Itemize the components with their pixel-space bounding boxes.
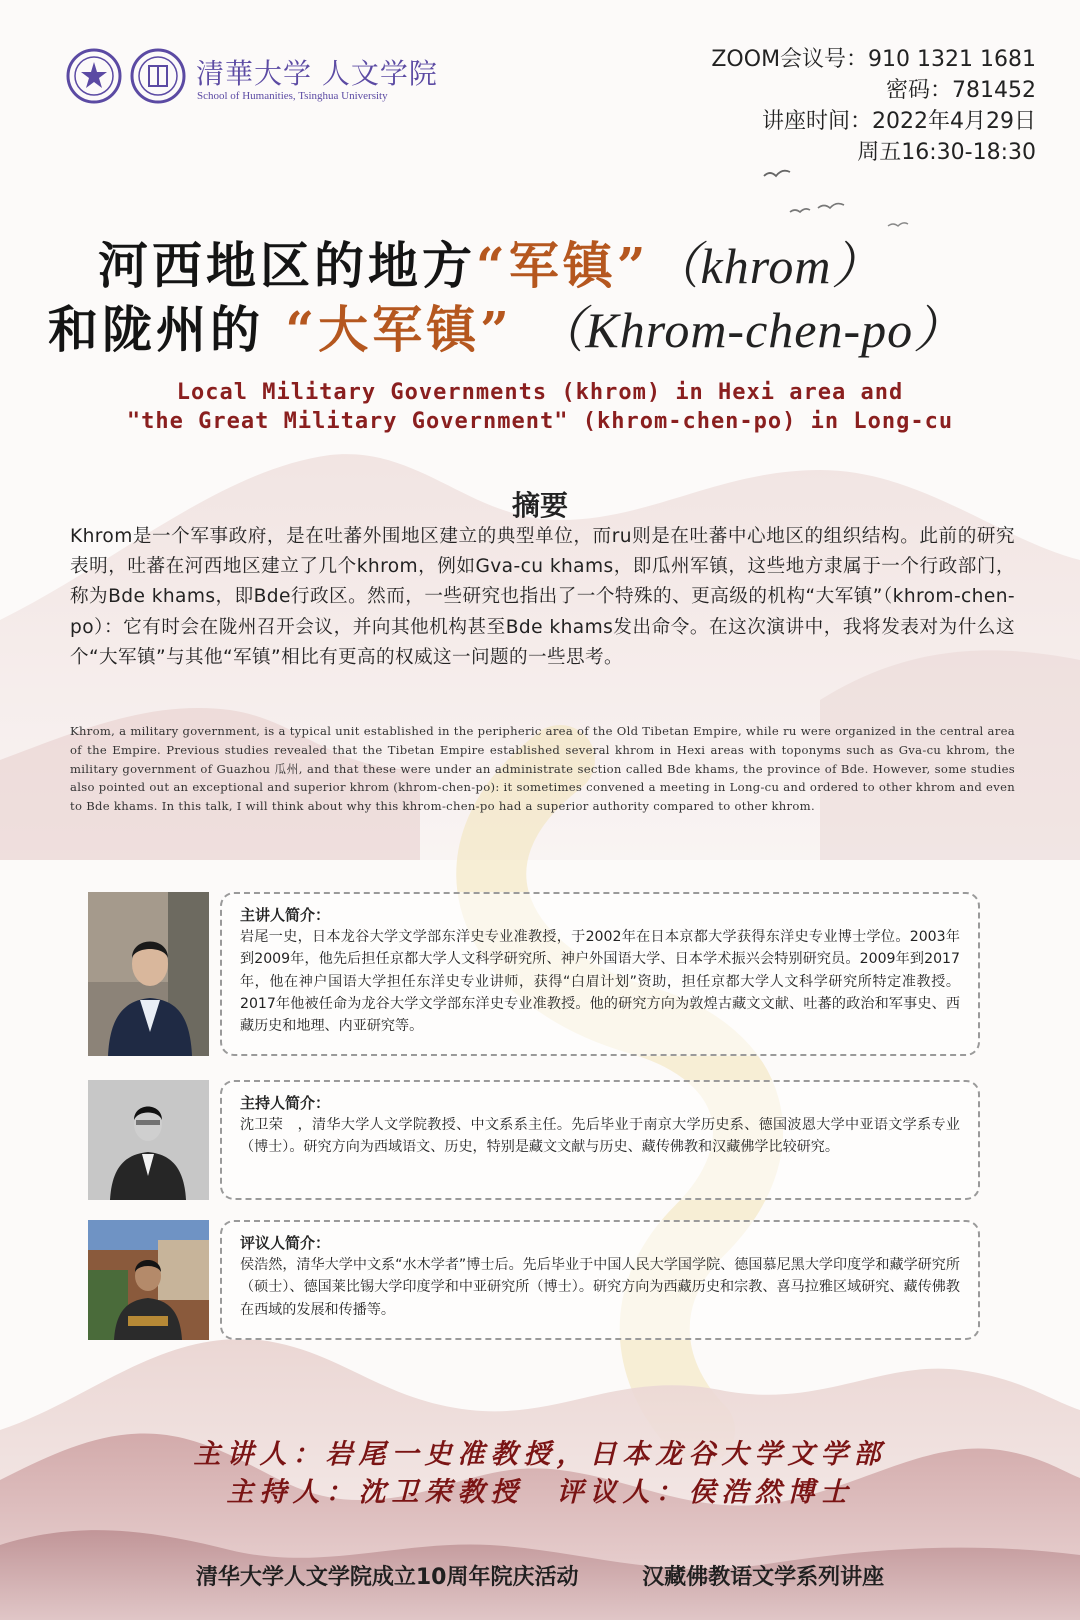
footer-series: 汉藏佛教语文学系列讲座 (642, 1565, 885, 1590)
zoom-password: 密码：781452 (886, 78, 1036, 103)
lecture-date: 讲座时间：2022年4月29日 (762, 109, 1036, 134)
credits (0, 1436, 1080, 1512)
host-card (220, 1080, 980, 1200)
host-card-title: 主持人简介： (240, 1094, 331, 1112)
zoom-number: ZOOM会议号：910 1321 1681 (711, 47, 1036, 72)
speaker-card (220, 892, 980, 1056)
footer-event: 清华大学人文学院成立10周年院庆活动 (195, 1565, 579, 1590)
title-line-2: 和陇州的 “大军镇” （Khrom-chen-po） (48, 300, 965, 359)
abstract-heading: 摘要 (511, 489, 568, 522)
reviewer-card-title: 评议人简介： (240, 1234, 331, 1252)
speaker-bio: 岩尾一史，日本龙谷大学文学部东洋史专业准教授，于2002年在日本京都大学获得东洋史专业博士学位。2003年到2009年，他先后担任京都大学人文科学研究所、神户外国语大学、日本学术振兴会特别研究员。2009年到2017年，他在神户国语大学担任东洋史专业讲师，获得“白眉计划”资助，担任京都大学人文科学研究所特定准教授。2017年他被任命为龙谷大学文学部东洋史专业准教授。他的研究方向为敦煌古藏文文献、吐蕃的政治和军事史、西藏历史和地理、内亚研究等。 (240, 929, 960, 1035)
reviewer-bio: 侯浩然，清华大学中文系“水木学者”博士后。先后毕业于中国人民大学国学院、德国慕尼黑大学印度学和藏学研究所（硕士）、德国莱比锡大学印度学和中亚研究所（博士）。研究方向为西藏历史和宗教、喜马拉雅区域研究、藏传佛教在西域的发展和传播等。 (240, 1257, 960, 1318)
title-line-1: 河西地区的地方“军镇”（khrom） (98, 236, 883, 295)
university-seal-icon (66, 48, 122, 104)
reviewer-photo (88, 1220, 209, 1340)
host-photo (88, 1080, 209, 1200)
reviewer-card (220, 1220, 980, 1340)
school-name-cn: 清華大学 人文学院 (196, 57, 438, 90)
logo-block (66, 44, 446, 114)
lecture-info (711, 44, 1036, 168)
title-english: Local Military Governments (khrom) in Hexi area and "the Great Military Government" (khrom-chen-po) in Long-cu (126, 380, 954, 434)
lecture-time: 周五16:30-18:30 (857, 140, 1036, 165)
speaker-card-title: 主讲人简介： (240, 906, 331, 924)
speaker-photo (88, 892, 209, 1056)
credits-host-line: 主持人：沈卫荣教授 评议人：侯浩然博士 (226, 1477, 854, 1508)
footer (0, 1560, 1080, 1591)
host-bio: 沈卫荣 ，清华大学人文学院教授、中文系系主任。先后毕业于南京大学历史系、德国波恩大学中亚语文学系专业（博士）。研究方向为西域语文、历史，特别是藏文文献与历史、藏传佛教和汉藏佛学比较研究。 (240, 1117, 960, 1156)
abstract-english: Khrom, a military government, is a typical unit established in the peripheric area of the Old Tibetan Empire, while ru were organized in the central area of the Empire. Previous studies revealed that the Tibetan Empire established several khrom in Hexi areas with toponyms such as Gva-cu khrom, the military government of Guazhou 瓜州, and that these were under an administrate section called Bde khams, the province of Bde. However, some studies also pointed out an exceptional and superior khrom (khrom-chen-po): it sometimes convened a meeting in Long-cu and ordered to other khrom and even to Bde khams. In this talk, I will think about why this khrom-chen-po had a superior authority compared to other khrom. (70, 724, 1015, 814)
school-name-en: School of Humanities, Tsinghua University (197, 90, 388, 102)
abstract-chinese: Khrom是一个军事政府，是在吐蕃外围地区建立的典型单位，而ru则是在吐蕃中心地区的组织结构。此前的研究表明，吐蕃在河西地区建立了几个khrom，例如Gva-cu khams，即瓜州军镇，这些地方隶属于一个行政部门，称为Bde khams，即Bde行政区。然而，一些研究也指出了一个特殊的、更高级的机构“大军镇”（khrom-chen-po）：它有时会在陇州召开会议，并向其他机构甚至Bde khams发出命令。在这次演讲中，我将发表对为什么这个“大军镇”与其他“军镇”相比有更高的权威这一问题的一些思考。 (70, 526, 1015, 668)
credits-speaker-line: 主讲人：岩尾一史准教授，日本龙谷大学文学部 (193, 1439, 887, 1470)
school-seal-icon (130, 48, 186, 104)
